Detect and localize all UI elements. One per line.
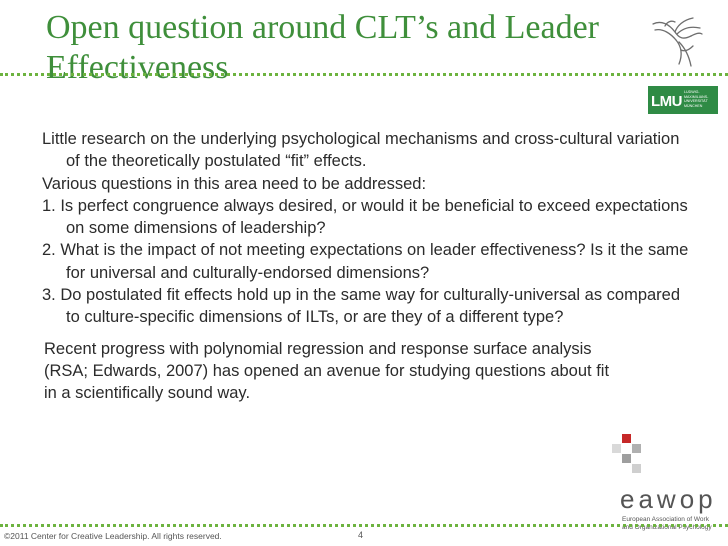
lmu-subtext-line: UNIVERSITÄT	[684, 99, 708, 104]
title-dotted-rule	[0, 73, 728, 76]
footer-copyright: ©2011 Center for Creative Leadership. All rights reserved.	[4, 531, 222, 541]
body-paragraph-intro: Little research on the underlying psychological mechanisms and cross-cultural variation of the theoretically postulated “fit” effects.	[42, 130, 680, 171]
lmu-logo	[648, 86, 718, 114]
eawop-subtitle-line: and Organizational Psychology	[622, 524, 712, 531]
decorative-squares	[612, 434, 642, 478]
eawop-logo: eawop	[620, 484, 717, 514]
body-paragraph-questions-lead: Various questions in this area need to be addressed:	[42, 174, 427, 193]
lmu-subtext-line: MÜNCHEN	[684, 103, 703, 108]
lmu-logo-subtext	[684, 90, 708, 108]
body-question-3: 3. Do postulated fit effects hold up in the same way for culturally-universal as compared to culture-specific dimensions of ILTs, or are they of a different type?	[42, 286, 681, 327]
body-question-2: 2. What is the impact of not meeting expectations on leader effectiveness? Is it the same for universal and culturally-endorsed dimensions?	[42, 241, 689, 282]
bird-sketch-icon	[645, 10, 707, 72]
lmu-subtext-line: MAXIMILIANS-	[684, 94, 709, 99]
closing-line: in a scientifically sound way.	[44, 384, 251, 403]
closing-line: (RSA; Edwards, 2007) has opened an avenue for studying questions about fit	[44, 361, 610, 380]
body-question-1: 1. Is perfect congruence always desired, or would it be beneficial to exceed expectations on some dimensions of leadership?	[42, 196, 688, 238]
body-closing-paragraph	[42, 338, 692, 405]
lmu-logo-text: LMU	[651, 93, 682, 110]
closing-line: Recent progress with polynomial regression and response surface analysis	[44, 339, 592, 358]
slide-title-line-2: Effectiveness	[46, 49, 229, 86]
slide-title-line-1: Open question around CLT’s and Leader	[46, 9, 599, 46]
slide-title	[46, 8, 636, 88]
slide-body	[42, 128, 692, 405]
eawop-subtitle-line: European Association of Work	[622, 516, 709, 523]
footer-dotted-rule	[0, 524, 728, 527]
lmu-subtext-line: LUDWIG-	[684, 90, 700, 94]
page-number: 4	[358, 530, 364, 540]
